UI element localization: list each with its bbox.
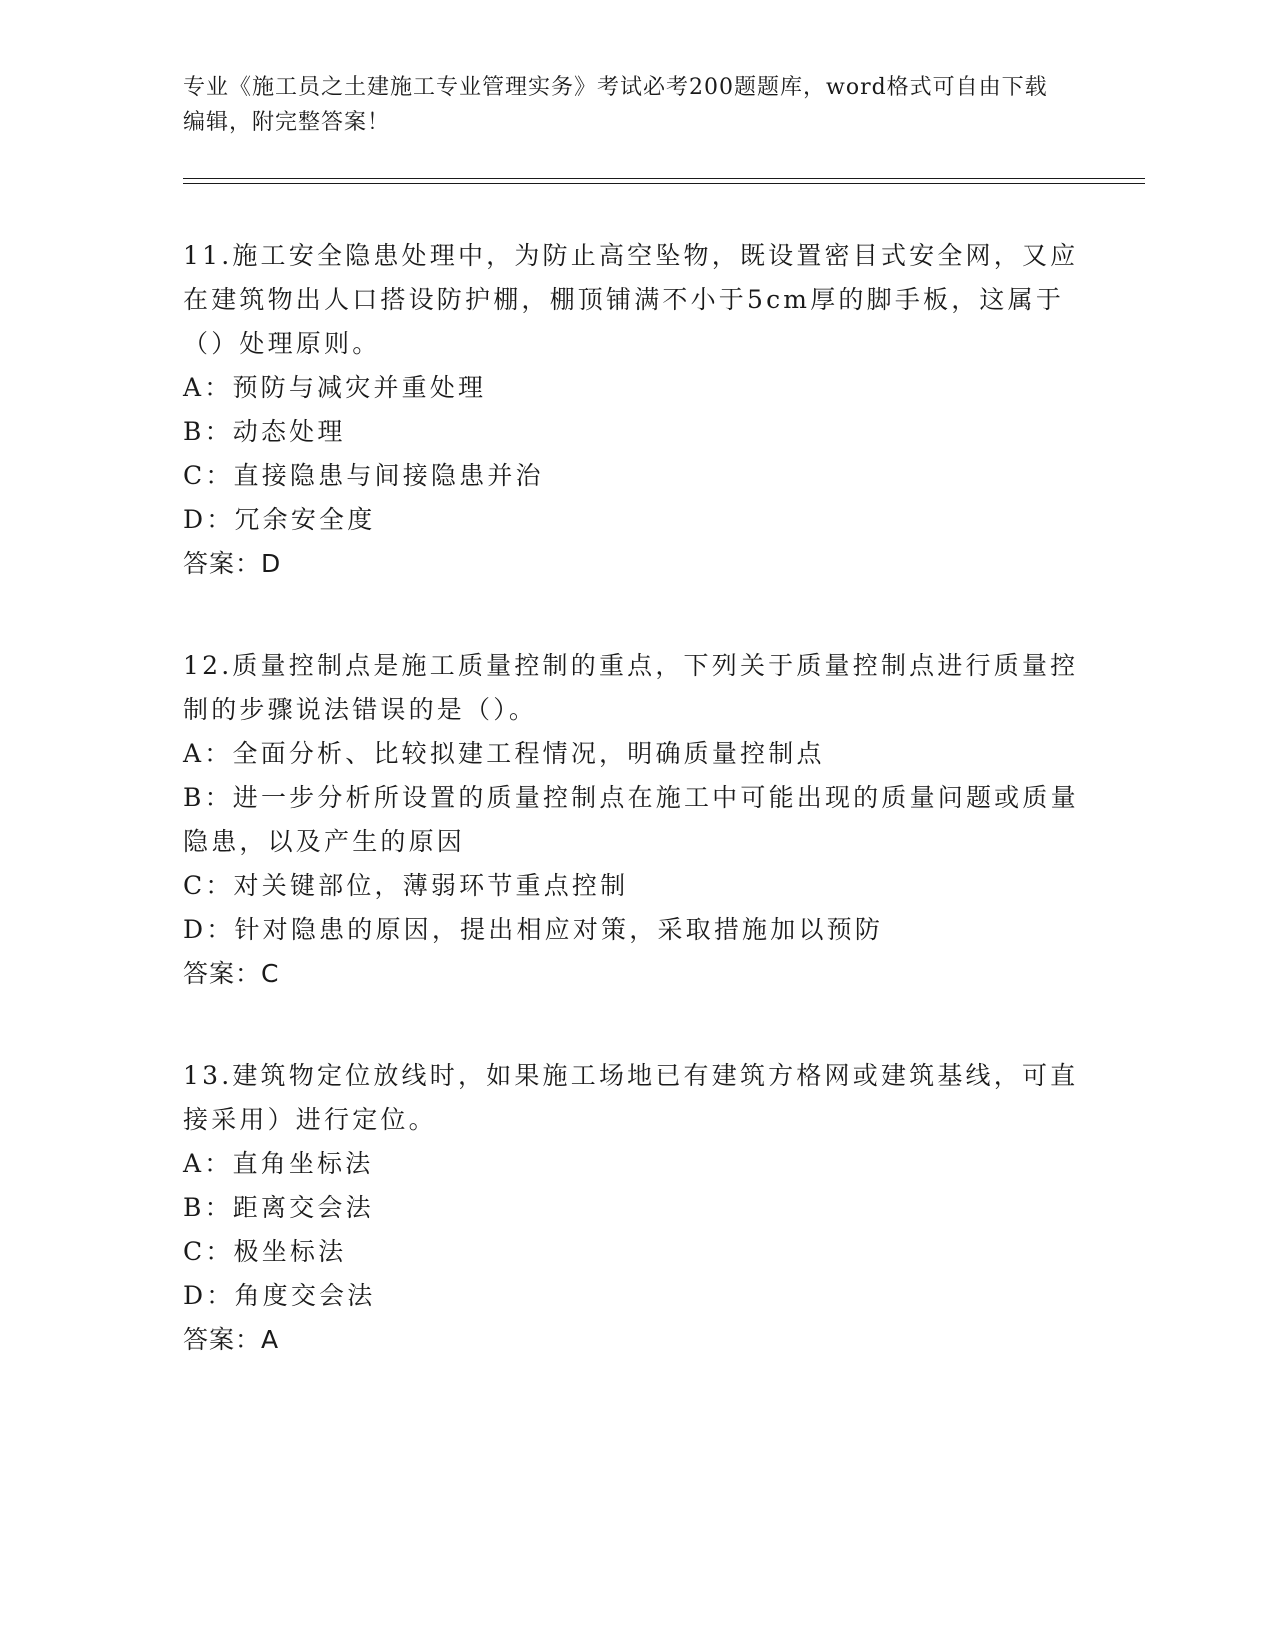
option-a: A：全面分析、比较拟建工程情况，明确质量控制点 [183, 739, 825, 768]
header-divider-bottom [183, 183, 1145, 184]
option-d: D：冗余安全度 [183, 505, 376, 534]
question-text: 12.质量控制点是施工质量控制的重点，下列关于质量控制点进行质量控制的步骤说法错误的是（）。 [183, 651, 1079, 724]
header-divider-top [183, 178, 1145, 179]
answer-line: 答案：D [183, 549, 282, 578]
option-b: B：动态处理 [183, 417, 346, 446]
option-b: B：距离交会法 [183, 1193, 374, 1222]
option-c: C：直接隐患与间接隐患并治 [183, 461, 544, 490]
document-header: 专业《施工员之土建施工专业管理实务》考试必考200题题库，word格式可自由下载编辑，附完整答案！ [183, 75, 1048, 135]
option-d: D：针对隐患的原因，提出相应对策，采取措施加以预防 [183, 915, 884, 944]
option-a: A：预防与减灾并重处理 [183, 373, 487, 402]
option-b: B：进一步分析所设置的质量控制点在施工中可能出现的质量问题或质量隐患，以及产生的原因 [183, 783, 1079, 856]
question-block [183, 644, 1083, 996]
option-a: A：直角坐标法 [183, 1149, 374, 1178]
question-block [183, 234, 1083, 586]
answer-line: 答案：C [183, 959, 280, 988]
question-text: 11.施工安全隐患处理中，为防止高空坠物，既设置密目式安全网，又应在建筑物出人口搭设防护棚，棚顶铺满不小于5cm厚的脚手板，这属于（）处理原则。 [183, 241, 1079, 358]
answer-line: 答案：A [183, 1325, 280, 1354]
question-block [183, 1054, 1083, 1362]
option-d: D：角度交会法 [183, 1281, 376, 1310]
option-c: C：对关键部位，薄弱环节重点控制 [183, 871, 629, 900]
option-c: C：极坐标法 [183, 1237, 347, 1266]
question-text: 13.建筑物定位放线时，如果施工场地已有建筑方格网或建筑基线，可直接采用）进行定位。 [183, 1061, 1079, 1134]
